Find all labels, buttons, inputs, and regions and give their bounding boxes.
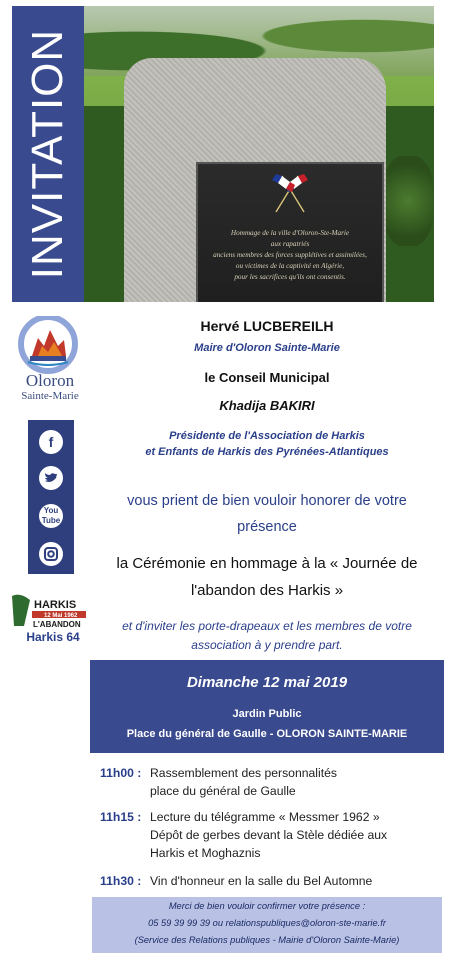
instagram-icon[interactable] [39,542,63,566]
ceremony-text: la Cérémonie en hommage à la « Journée de l'abandon des Harkis » [116,555,418,599]
facebook-icon[interactable]: f [39,430,63,454]
banner-title: INVITATION [23,28,72,280]
svg-text:12 Mai 1962: 12 Mai 1962 [44,613,78,619]
schedule-item [100,764,440,800]
harkis-abandon-logo [10,590,90,630]
event-date: Dimanche 12 mai 2019 [186,674,348,691]
event-address: Place du général de Gaulle - OLORON SAINTE-MARIE [126,728,408,740]
host-role: Maire d'Oloron Sainte-Marie [194,342,340,354]
rsvp-service: (Service des Relations publiques - Mairie d'Oloron Sainte-Marie) [134,935,400,945]
town-subtitle: Sainte-Marie [21,390,79,402]
second-host-role: Présidente de l'Association de Harkis et Enfants de Harkis des Pyrénées-Atlantiques [145,430,389,458]
council-name: le Conseil Municipal [204,370,330,385]
harkis-emblem-icon [10,590,90,630]
memorial-plaque [196,162,384,302]
schedule-time: 11h30 : [100,874,142,888]
schedule-item [100,872,440,890]
request-text: vous prient de bien vouloir honorer de votre présence [127,493,407,535]
schedule-time: 11h00 : [100,766,142,780]
rsvp-box [92,897,442,953]
host-name: Hervé LUCBEREILH [200,318,334,334]
french-flags-icon [268,174,312,214]
svg-text:HARKIS: HARKIS [34,599,77,611]
town-emblem-icon [18,316,78,374]
rsvp-request: Merci de bien vouloir confirmer votre présence : [168,901,366,911]
plaque-inscription: Hommage de la ville d'Oloron-Ste-Marie aux rapatriés anciens membres des forces supplétives et assimilées, ou victimes de la captivité en Algérie, pour les sacrifices qu'ils ont consentis. [213,229,367,281]
youtube-icon[interactable]: You Tube [39,504,63,528]
social-links [28,420,74,574]
oloron-logo [14,312,86,412]
schedule-description: Lecture du télégramme « Messmer 1962 » Dépôt de gerbes devant la Stèle dédiée aux Harkis et Moghaznis [150,810,388,860]
flag-bearers-invite: et d'inviter les porte-drapeaux et les membres de votre association à y prendre part. [122,619,412,652]
twitter-icon[interactable] [39,466,63,490]
harkis-caption: Harkis 64 [26,630,80,644]
town-name: Oloron [25,371,75,390]
second-host-name: Khadija BAKIRI [219,398,315,413]
rsvp-contact[interactable]: 05 59 39 99 39 ou relationspubliques@oloron-ste-marie.fr [148,918,386,928]
schedule-time: 11h15 : [100,810,142,824]
memorial-photo [84,6,434,302]
event-details-box [90,660,444,753]
schedule-item [100,808,440,862]
memorial-stone [124,58,386,302]
svg-text:L'ABANDON: L'ABANDON [33,620,81,629]
event-venue: Jardin Public [232,708,302,720]
invitation-banner [12,6,84,302]
schedule-description: Rassemblement des personnalités place du général de Gaulle [150,766,337,798]
schedule-description: Vin d'honneur en la salle du Bel Automne [150,874,373,888]
